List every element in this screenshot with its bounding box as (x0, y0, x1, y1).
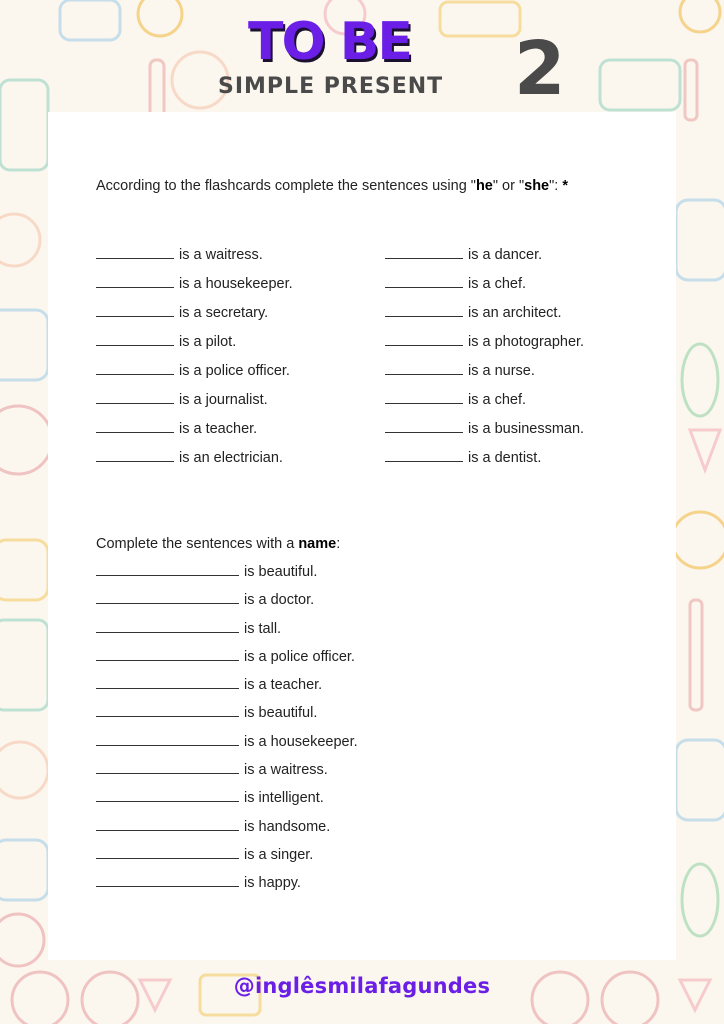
keyword-he: he (475, 178, 493, 194)
sentence-text: is a police officer. (179, 363, 290, 379)
page-header (0, 0, 724, 112)
boat-doodle-2 (0, 840, 48, 900)
sentence-row (385, 357, 584, 386)
leaf-doodle (682, 344, 718, 416)
sentence-row (96, 241, 293, 270)
sentence-text: is a doctor. (244, 592, 315, 609)
section1-left-column (96, 241, 293, 473)
sentence-row (385, 444, 584, 473)
answer-blank[interactable] (385, 244, 463, 259)
sentence-text: is handsome. (244, 818, 331, 835)
sentence-row (96, 357, 293, 386)
sentence-row (96, 558, 358, 586)
sentence-row (96, 328, 293, 357)
sentence-text: is a police officer. (244, 648, 355, 665)
worksheet-number: 2 (514, 26, 566, 112)
sentence-row (96, 643, 358, 671)
section2-instruction (96, 536, 340, 553)
answer-blank[interactable] (96, 589, 239, 604)
leaf-doodle-2 (682, 864, 718, 936)
sentence-row (96, 699, 358, 727)
sentence-text: is happy. (244, 875, 301, 892)
sentence-row (96, 444, 293, 473)
sentence-row (385, 241, 584, 270)
sentence-text: is beautiful. (244, 705, 318, 722)
answer-blank[interactable] (385, 302, 463, 317)
sentence-text: is a singer. (244, 846, 314, 863)
answer-blank[interactable] (385, 418, 463, 433)
glass-doodle (690, 430, 720, 470)
instruction-text: " or " (492, 178, 525, 194)
wheel-doodle (0, 406, 52, 474)
sentence-text: is a waitress. (179, 247, 263, 263)
page-title: TO BE (248, 12, 411, 72)
sentence-text: is a waitress. (244, 762, 328, 779)
sentence-text: is a teacher. (179, 421, 258, 437)
sentence-text: is a pilot. (179, 334, 237, 350)
sentence-row (385, 270, 584, 299)
answer-blank[interactable] (96, 273, 174, 288)
answer-blank[interactable] (96, 302, 174, 317)
keyword-name: name (298, 536, 337, 552)
answer-blank[interactable] (385, 389, 463, 404)
instruction-text: ": (549, 178, 563, 194)
answer-blank[interactable] (96, 872, 239, 887)
wheel-doodle-2 (0, 914, 44, 966)
sentence-text: is a housekeeper. (244, 733, 358, 750)
sentence-row (96, 386, 293, 415)
answer-blank[interactable] (96, 244, 174, 259)
sentence-text: is a secretary. (179, 305, 269, 321)
answer-blank[interactable] (96, 816, 239, 831)
instruction-text: Complete the sentences with a (96, 536, 299, 552)
sentence-text: is a journalist. (179, 392, 268, 408)
sentence-text: is a photographer. (468, 334, 585, 350)
answer-blank[interactable] (385, 273, 463, 288)
answer-blank[interactable] (385, 447, 463, 462)
answer-blank[interactable] (96, 731, 239, 746)
answer-blank[interactable] (96, 702, 239, 717)
section1-instruction (96, 178, 568, 195)
answer-blank[interactable] (96, 646, 239, 661)
sentence-text: is a dentist. (468, 450, 542, 466)
worksheet-sheet (48, 112, 676, 960)
answer-blank[interactable] (96, 447, 174, 462)
footer-handle: @inglêsmilafagundes (233, 974, 491, 998)
sentence-row (96, 756, 358, 784)
bird-doodle-2 (0, 742, 48, 798)
sentence-row (96, 586, 358, 614)
instruction-text: : (336, 536, 341, 552)
required-star: * (562, 178, 568, 194)
bird-doodle (0, 214, 40, 266)
sentence-text: is tall. (244, 620, 282, 637)
sentence-row (385, 299, 584, 328)
answer-blank[interactable] (96, 618, 239, 633)
answer-blank[interactable] (96, 787, 239, 802)
section2-column (96, 558, 358, 898)
answer-blank[interactable] (96, 360, 174, 375)
sentence-row (96, 270, 293, 299)
answer-blank[interactable] (96, 389, 174, 404)
answer-blank[interactable] (385, 360, 463, 375)
answer-blank[interactable] (96, 759, 239, 774)
sentence-row (96, 869, 358, 897)
sentence-row (96, 671, 358, 699)
sentence-row (385, 328, 584, 357)
instruction-text: According to the flashcards complete the sentences using " (96, 178, 476, 194)
keyword-she: she (524, 178, 550, 194)
bus-doodle-2 (0, 620, 48, 710)
sentence-text: is a teacher. (244, 677, 323, 694)
car-doodle-5 (676, 740, 724, 820)
sentence-row (96, 728, 358, 756)
sentence-row (385, 415, 584, 444)
page-subtitle: SIMPLE PRESENT (218, 74, 444, 99)
answer-blank[interactable] (96, 331, 174, 346)
sentence-text: is a businessman. (468, 421, 585, 437)
answer-blank[interactable] (96, 418, 174, 433)
section1-right-column (385, 241, 584, 473)
sentence-row (96, 415, 293, 444)
answer-blank[interactable] (96, 844, 239, 859)
sentence-text: is intelligent. (244, 790, 324, 807)
pencil-doodle-3 (690, 600, 702, 710)
sentence-row (96, 784, 358, 812)
car-doodle-3 (0, 540, 48, 600)
answer-blank[interactable] (96, 561, 239, 576)
sentence-row (96, 615, 358, 643)
sun-doodle-3 (672, 512, 724, 568)
sentence-row (96, 841, 358, 869)
answer-blank[interactable] (385, 331, 463, 346)
sentence-text: is an electrician. (179, 450, 283, 466)
sentence-text: is a chef. (468, 276, 527, 292)
boat-doodle (0, 310, 48, 380)
sentence-text: is a dancer. (468, 247, 543, 263)
sentence-text: is beautiful. (244, 564, 318, 580)
sentence-row (96, 299, 293, 328)
sentence-text: is a nurse. (468, 363, 535, 379)
sentence-text: is an architect. (468, 305, 562, 321)
car-doodle-4 (676, 200, 724, 280)
sentence-text: is a chef. (468, 392, 527, 408)
sentence-text: is a housekeeper. (179, 276, 293, 292)
sentence-row (385, 386, 584, 415)
answer-blank[interactable] (96, 674, 239, 689)
sentence-row (96, 813, 358, 841)
